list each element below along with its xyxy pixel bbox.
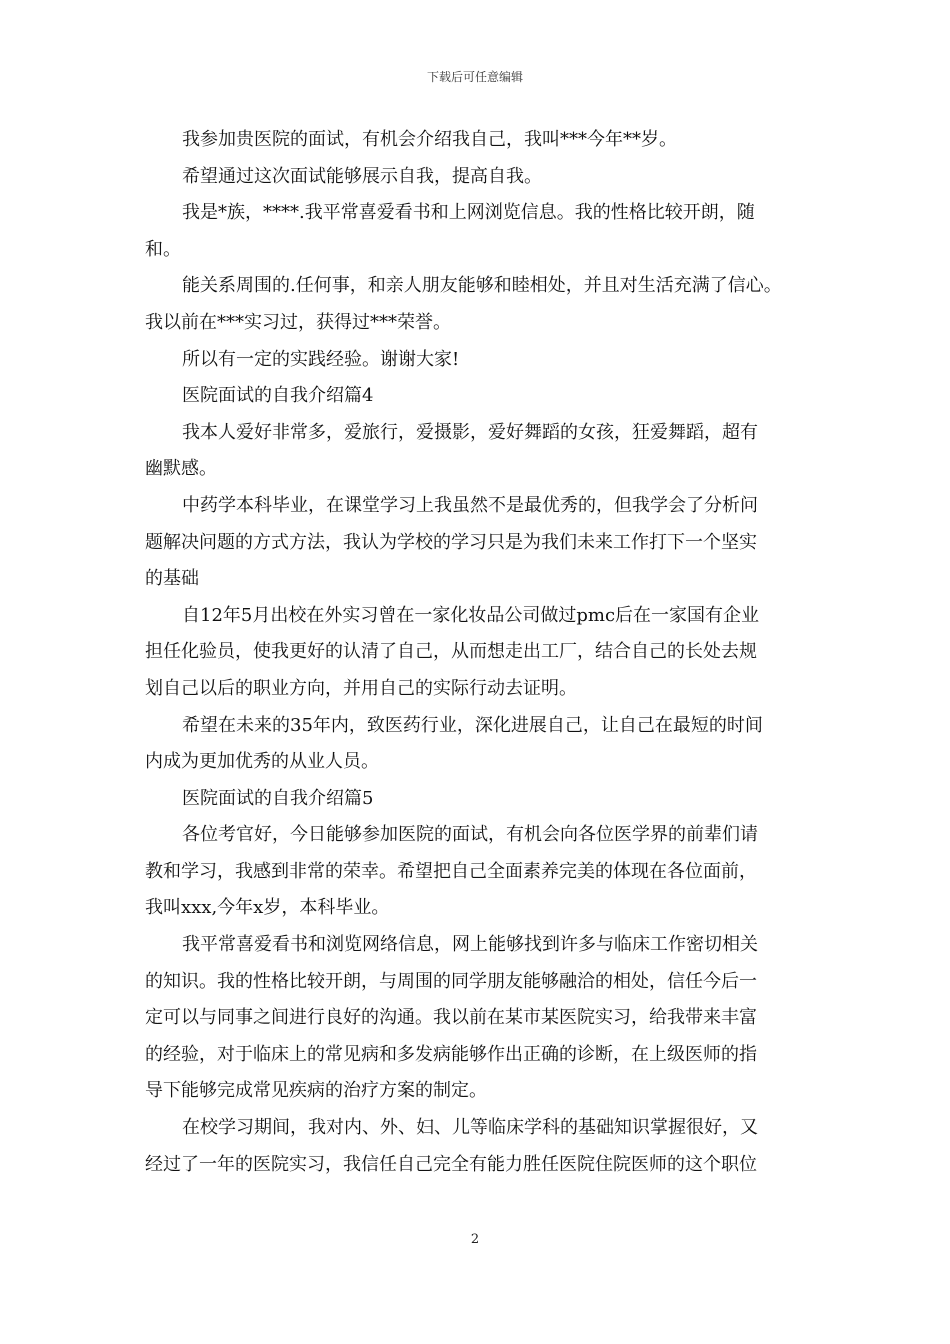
section-heading: 医院面试的自我介绍篇4 <box>182 385 374 407</box>
paragraph: 我参加贵医院的面试，有机会介绍我自己，我叫***今年**岁。 <box>182 129 677 150</box>
paragraph: 中药学本科毕业，在课堂学习上我虽然不是最优秀的，但我学会了分析问 题解决问题的方式方法，我认为学校的学习只是为我们未来工作打下一个坚实 的基础 <box>145 494 758 590</box>
paragraph: 我平常喜爱看书和浏览网络信息，网上能够找到许多与临床工作密切相关 的知识。我的性格比较开朗，与周围的同学朋友能够融洽的相处，信任今后一 定可以与同事之间进行良好的沟通。我以前在某市某医院实习，给我带来丰富 的经验，对于临床上的常见病和多发病能够作出正确的诊断，在上级医师的指 导下能够完成常见疾病的治疗方案的制定。 <box>145 934 758 1102</box>
page-header: 下载后可任意编辑 <box>426 70 523 84</box>
page-number: 2 <box>470 1232 480 1247</box>
paragraph: 希望通过这次面试能够展示自我，提高自我。 <box>182 165 542 187</box>
paragraph: 我本人爱好非常多，爱旅行，爱摄影，爱好舞蹈的女孩，狂爱舞蹈，超有 幽默感。 <box>145 421 758 480</box>
document-body <box>145 122 809 1183</box>
paragraph: 能关系周围的.任何事，和亲人朋友能够和睦相处，并且对生活充满了信心。 我以前在***实习过，获得过***荣誉。 <box>145 275 782 333</box>
paragraph: 希望在未来的35年内，致医药行业，深化进展自己，让自己在最短的时间 内成为更加优秀的从业人员。 <box>145 714 763 773</box>
paragraph: 我是*族，****.我平常喜爱看书和上网浏览信息。我的性格比较开朗，随 和。 <box>145 202 755 260</box>
paragraph: 所以有一定的实践经验。谢谢大家! <box>182 348 460 370</box>
section-heading: 医院面试的自我介绍篇5 <box>182 787 374 809</box>
paragraph: 自12年5月出校在外实习曾在一家化妆品公司做过pmc后在一家国有企业 担任化验员，使我更好的认清了自己，从而想走出工厂，结合自己的长处去规 划自己以后的职业方向，并用自己的实际行动去证明。 <box>145 604 760 699</box>
paragraph: 各位考官好，今日能够参加医院的面试，有机会向各位医学界的前辈们请 教和学习，我感到非常的荣幸。希望把自己全面素养完美的体现在各位面前， 我叫xxx,今年x岁，本科毕业。 <box>145 824 758 919</box>
paragraph: 在校学习期间，我对内、外、妇、儿等临床学科的基础知识掌握很好，又 经过了一年的医院实习，我信任自己完全有能力胜任医院住院医师的这个职位 <box>145 1117 758 1175</box>
